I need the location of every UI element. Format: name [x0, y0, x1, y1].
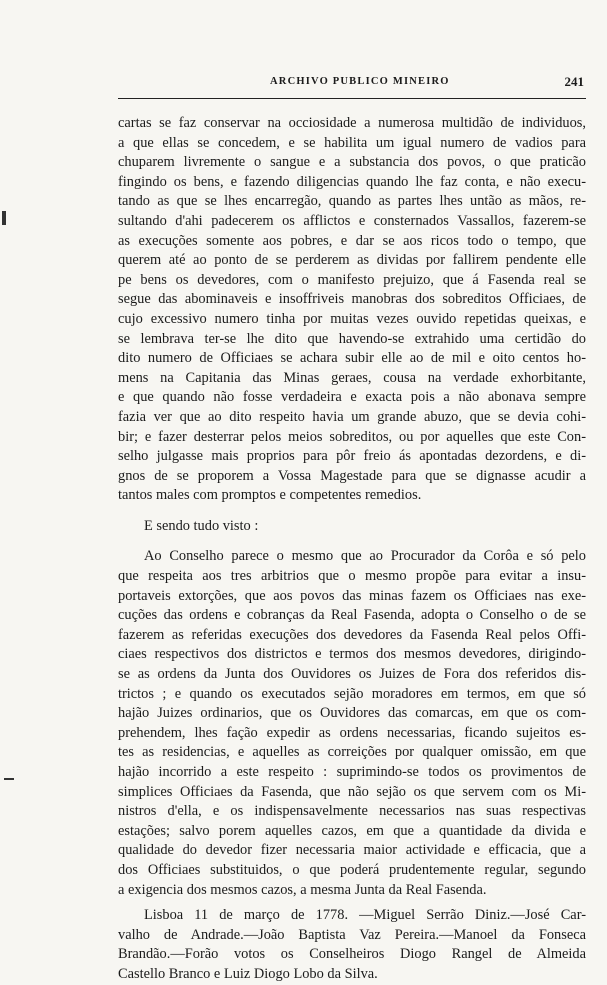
- text-line: e que quando não fosse verdadeira e exacta pois a não abonava sempre: [118, 389, 586, 406]
- text-line: nistros d'ella, e os indispensavelmente necessarios nas suas respectivas: [118, 803, 586, 820]
- text-line: fazia ver que ao dito respeito havia um grande abuzo, que se devia cohi-: [118, 408, 586, 425]
- body-text: [118, 114, 586, 985]
- text-line: tando as que se lhes encarregão, quando as partes lhes untão as mãos, re-: [118, 193, 586, 210]
- text-line: portaveis extorções, que aos povos das minas fazem os Officiaes nas exe-: [118, 587, 586, 604]
- text-line: tes as residencias, e aquelles as correições por qualquer omissão, em que: [118, 744, 586, 761]
- text-line: as execuções somente aos pobres, e dar se aos ricos todo o tempo, que: [118, 232, 586, 249]
- text-line: valho de Andrade.—João Baptista Vaz Pereira.—Manoel da Fonseca: [118, 926, 586, 943]
- paragraph: [118, 517, 586, 537]
- text-line: simplices Officiaes da Fasenda, que não sejão os que servem com os Mi-: [118, 783, 586, 800]
- paragraph-gap: [118, 536, 586, 547]
- paragraph: [118, 547, 586, 900]
- text-line: a que ellas se concedem, e se habilita um igual numero de vadios para: [118, 134, 586, 151]
- text-line: qualidade do devedor fizer necessaria maior actividade e efficacia, que a: [118, 842, 586, 859]
- text-line: dos Officiaes substituidos, o que poderá prudentemente regular, segundo: [118, 861, 586, 878]
- text-line: hajão Juizes ordinarios, que os Ouvidores das comarcas, em que os com-: [118, 705, 586, 722]
- text-line: Brandão.—Forão votos os Conselheiros Diogo Rangel de Almeida: [118, 946, 586, 963]
- text-line: que respeita aos tres arbitrios que o mesmo propõe para evitar a insu-: [118, 568, 586, 585]
- margin-mark-top: [2, 211, 6, 225]
- text-line: tantos males com promptos e competentes remedios.: [118, 487, 422, 504]
- text-line: a exigencia dos mesmos cazos, a mesma Junta da Real Fasenda.: [118, 881, 487, 898]
- text-line: se as ordens da Junta dos Ouvidores os Juizes de Fora dos referidos dis-: [118, 666, 586, 683]
- text-line: selho julgasse mais proprios para pôr freio ás apontadas dezordens, e di-: [118, 448, 586, 465]
- text-line: chuparem livremente o sangue e a substancia dos povos, o que praticão: [118, 154, 586, 171]
- text-line: ciaes respectivos dos districtos e termos dos mesmos devedores, dirigindo-: [118, 646, 586, 663]
- running-header: [118, 76, 588, 92]
- text-line: sultando d'ahi padecerem os afflictos e consternados Vassallos, fazerem-se: [118, 212, 586, 229]
- text-line: bir; e fazer desterrar pelos meios sobreditos, ou por aquelles que este Con-: [118, 428, 586, 445]
- running-header-title: ARCHIVO PUBLICO MINEIRO: [270, 76, 450, 87]
- paragraph: [118, 906, 586, 984]
- text-line: fazerem as referidas execuções dos devedores da Fasenda Real pelos Offi-: [118, 626, 586, 643]
- text-line: Castello Branco e Luiz Diogo Lobo da Silva.: [118, 965, 378, 982]
- text-line: cujo excessivo numero tinha por muitas vezes ouvido repetidas queixas, e: [118, 310, 586, 327]
- text-line: trictos ; e quando os executados sejão moradores em termos, em que só: [118, 685, 586, 702]
- text-line: fingindo os bens, e fazendo diligencias quando lhe faz conta, e não execu-: [118, 173, 586, 190]
- text-line: cartas se faz conservar na occiosidade a numerosa multidão de individuos,: [118, 115, 586, 131]
- text-line: gnos de se proporem a Vossa Magestade para que se dignasse acudir a: [118, 467, 586, 484]
- text-line: segue das abominaveis e insoffriveis manobras dos sobreditos Officiaes, de: [118, 291, 586, 308]
- text-line: dito numero de Officiaes se achara subir elle ao de mil e oito centos ho-: [118, 350, 586, 367]
- text-line: prehendem, lhes fação expedir as ordens necessarias, ficando sujeitos es-: [118, 724, 586, 741]
- margin-mark-bottom: [4, 778, 14, 780]
- text-line: hajão incorrido a este respeito : suprimindo-se todos os provimentos de: [118, 764, 586, 780]
- text-line: mens na Capitania das Minas geraes, cousa na verdade exhorbitante,: [118, 369, 586, 386]
- text-line: querem até ao ponto de se perderem as dividas por fallirem pendente elle: [118, 252, 586, 269]
- paragraph: [118, 114, 586, 506]
- text-line: se lembrava ter-se lhe dito que havendo-se extrahido uma certidão do: [118, 330, 586, 347]
- text-line: estações; salvo porem aquelles cazos, em que a quantidade da divida e: [118, 822, 586, 839]
- text-line: Lisboa 11 de março de 1778. —Miguel Serrão Diniz.—José Car-: [144, 907, 586, 924]
- text-line: pe bens os devedores, com o manifesto prejuizo, que á Fasenda real se: [118, 271, 586, 288]
- page-number: 241: [564, 74, 584, 89]
- text-line: cuções das ordens e cobranças da Real Fasenda, adopta o Conselho o de se: [118, 607, 586, 624]
- header-rule: [118, 98, 586, 99]
- text-line: E sendo tudo visto :: [144, 517, 259, 534]
- paragraph-gap: [118, 506, 586, 517]
- text-line: Ao Conselho parece o mesmo que ao Procurador da Corôa e só pelo: [144, 548, 586, 565]
